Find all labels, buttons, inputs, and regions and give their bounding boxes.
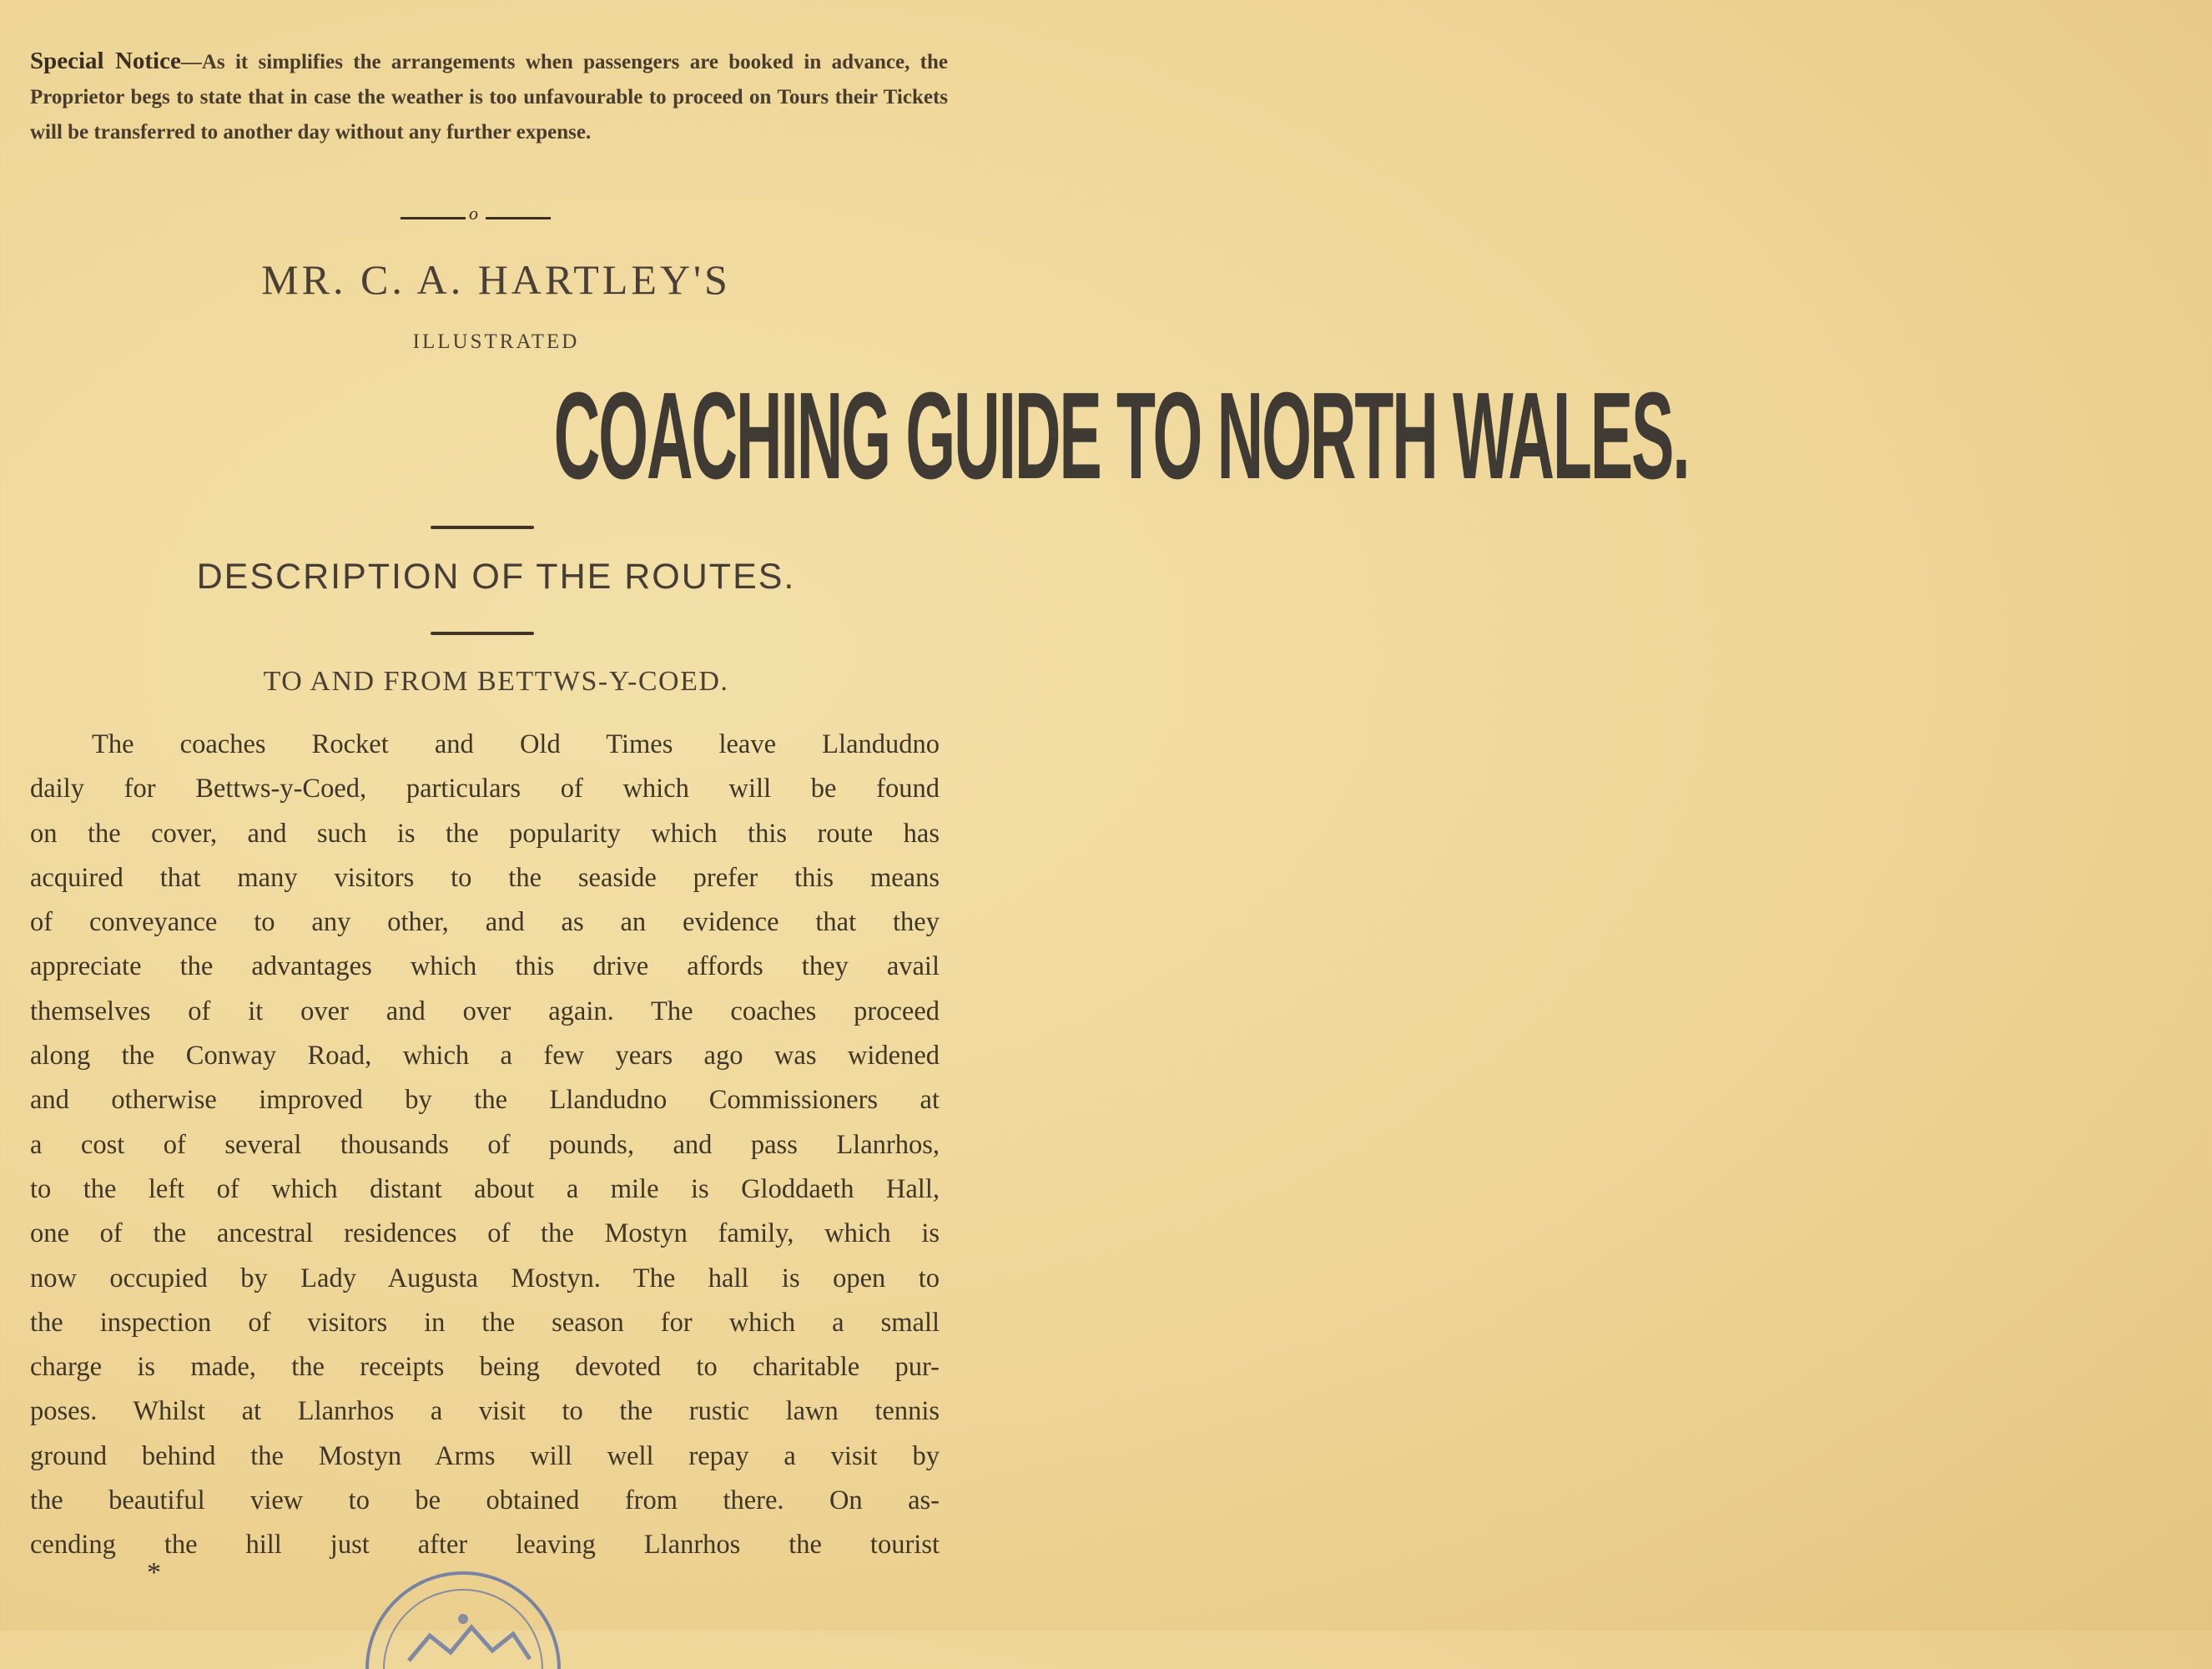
body-line: along the Conway Road, which a few years ago was widened bbox=[30, 1041, 940, 1071]
body-line: a cost of several thousands of pounds, and pass Llanrhos, bbox=[30, 1129, 940, 1160]
ornamental-divider bbox=[401, 203, 551, 228]
footnote-asterisk: * bbox=[147, 1557, 161, 1588]
body-line: on the cover, and such is the popularity which this route has bbox=[30, 818, 940, 849]
body-line: The coaches Rocket and Old Times leave Llandudno bbox=[92, 729, 940, 759]
special-notice bbox=[30, 43, 948, 150]
guide-title bbox=[30, 367, 1689, 505]
body-line: now occupied by Lady Augusta Mostyn. The hall is open to bbox=[30, 1263, 940, 1293]
notice-lead: Special Notice bbox=[30, 48, 181, 74]
divider-line-right bbox=[486, 217, 551, 219]
body-line: and otherwise improved by the Llandudno Commissioners at bbox=[30, 1085, 940, 1116]
route-heading: TO AND FROM BETTWS-Y-COED. bbox=[263, 666, 729, 697]
body-text bbox=[30, 723, 940, 1568]
title-rule bbox=[431, 526, 534, 529]
body-line: the inspection of visitors in the season for which a small bbox=[30, 1307, 940, 1338]
body-line: charge is made, the receipts being devoted to charitable pur- bbox=[30, 1352, 940, 1383]
section-rule bbox=[431, 632, 534, 635]
body-line: to the left of which distant about a mile is Gloddaeth Hall, bbox=[30, 1173, 940, 1204]
body-line: acquired that many visitors to the seaside prefer this means bbox=[30, 862, 940, 893]
owner-heading: MR. C. A. HARTLEY'S bbox=[261, 256, 731, 303]
body-line: the beautiful view to be obtained from there. On as- bbox=[30, 1485, 940, 1516]
body-line: cending the hill just after leaving Llanrhos the tourist bbox=[30, 1530, 940, 1561]
divider-line-left bbox=[401, 217, 466, 219]
body-line: daily for Bettws-y-Coed, particulars of which will be found bbox=[30, 774, 940, 804]
illustrated-subheading: ILLUSTRATED bbox=[412, 330, 580, 353]
body-line: of conveyance to any other, and as an evidence that they bbox=[30, 907, 940, 938]
museum-stamp bbox=[350, 1569, 576, 1669]
body-line: appreciate the advantages which this drive affords they avail bbox=[30, 951, 940, 982]
notice-text: —As it simplifies the arrangements when passengers are booked in advance, the Proprietor begs to state that in case the weather is too unfavourable to proceed on Tours their Tickets will be transferred to another day without any further expense. bbox=[30, 51, 948, 144]
divider-glyph: o bbox=[469, 203, 478, 224]
section-heading: DESCRIPTION OF THE ROUTES. bbox=[196, 557, 796, 597]
guide-title-text: COACHING GUIDE TO NORTH WALES. bbox=[553, 367, 1689, 505]
body-line: themselves of it over and over again. The coaches proceed bbox=[30, 996, 940, 1026]
show-through-text bbox=[75, 601, 909, 676]
body-line: ground behind the Mostyn Arms will well repay a visit by bbox=[30, 1440, 940, 1471]
body-line: poses. Whilst at Llanrhos a visit to the rustic lawn tennis bbox=[30, 1396, 940, 1427]
body-line: one of the ancestral residences of the Mostyn family, which is bbox=[30, 1218, 940, 1249]
